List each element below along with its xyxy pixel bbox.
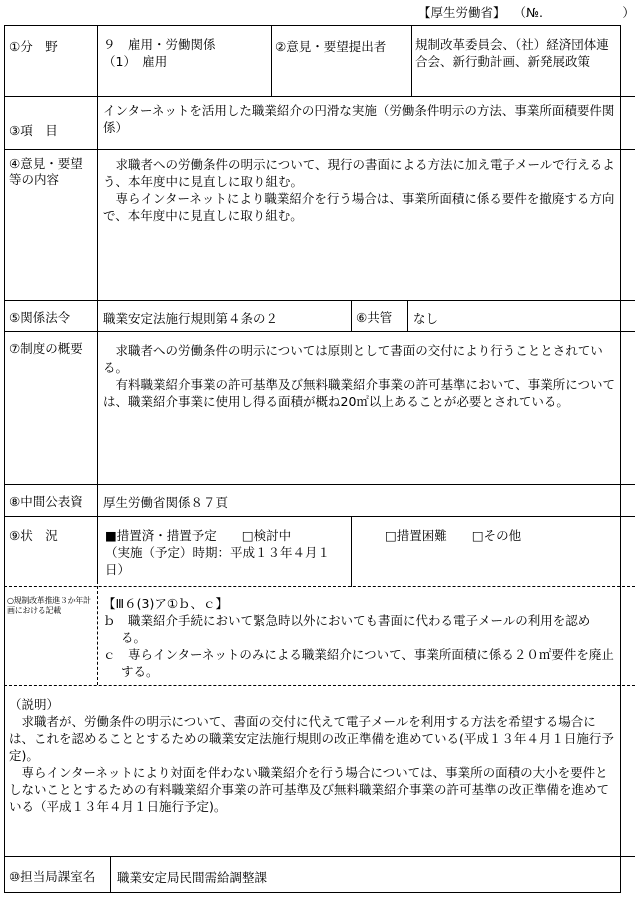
interim-value: 厚生労働省関係８７頁 [103, 495, 229, 510]
row-divider [4, 516, 635, 517]
field-label-office: ⑩担当局課室名 [9, 869, 96, 884]
status-left [102, 524, 352, 581]
field-label-laws: ⑤関係法令 [9, 310, 71, 325]
row-divider [4, 149, 635, 150]
plan-content [98, 592, 620, 683]
field-label-joint: ⑥共管 [356, 310, 393, 325]
row-divider [4, 96, 635, 97]
ministry-label: 【厚生労働省】 [418, 5, 506, 20]
status-options-row [105, 527, 347, 544]
overview-content [98, 339, 620, 413]
item-value: インターネットを活用した職業紹介の円滑な実施（労働条件明示の方法、事業所面積要件関係） [103, 103, 615, 135]
explanation-paragraph: 専らインターネットにより対面を伴わない職業紹介を行う場合については、事業所の面積の大小を要件としないこととするための有料職業紹介事業の許可基準及び無料職業紹介事業の許可基準の改正準備を進めている（平成１３年４月１日施行予定)。 [9, 765, 610, 814]
number-label: （№. [513, 5, 543, 20]
overview-paragraph: 求職者への労働条件の明示については原則として書面の交付により行うこととされている。 [103, 343, 603, 375]
overview-paragraph: 有料職業紹介事業の許可基準及び無料職業紹介事業の許可基準において、事業所については、職業紹介事業に使用し得る面積が概ね20㎡以上あることが必要とされている。 [103, 377, 616, 409]
request-paragraph: 求職者への労働条件の明示について、現行の書面による方法に加え電子メールで行えるよう、本年度中に見直しに取り組む。 [103, 157, 615, 189]
field-label-overview: ⑦制度の概要 [9, 341, 83, 356]
submitter-value: 規制改革委員会、（社）経済団体連合会、新行動計画、新発展政策 [415, 37, 609, 69]
status-timing: （実施（予定）時期：平成１３年４月１日） [105, 545, 331, 577]
document-header [418, 3, 635, 21]
plan-ref: 【Ⅲ６(3)ア①ｂ、ｃ】 [103, 596, 229, 611]
status-option-reviewing[interactable]: □検討中 [241, 528, 292, 543]
field-label-request: ④意見・要望等の内容 [9, 156, 83, 187]
row-divider [4, 685, 635, 686]
category-value [98, 33, 271, 73]
status-right [380, 524, 620, 547]
status-option-difficult[interactable]: □措置困難 [385, 528, 447, 543]
request-content [98, 153, 620, 227]
status-option-other[interactable]: □その他 [471, 528, 522, 543]
plan-item-b: ｂ 職業紹介手続において緊急時以外においても書面に代わる電子メールの利用を認める。 [103, 613, 591, 645]
field-label-plan: ○規制改革推進３か年計画における記載 [7, 596, 91, 615]
category-line: （1） 雇用 [103, 54, 168, 69]
number-close: ） [622, 5, 635, 20]
explanation-paragraph: 求職者が、労働条件の明示について、書面の交付に代えて電子メールを利用する方法を希望する場合には、これを認めることとするための職業安定法施行規則の改正準備を進めている(平成１３年４月１日施行予定)。 [9, 714, 614, 763]
explanation-content [5, 693, 620, 818]
field-label-item: ③項 目 [9, 123, 58, 138]
request-paragraph: 専らインターネットにより職業紹介を行う場合は、事業所面積に係る要件を撤廃する方向で、本年度中に見直しに取り組む。 [103, 191, 615, 223]
status-option-done[interactable]: ■措置済・措置予定 [105, 528, 217, 543]
row-divider [4, 586, 635, 587]
explanation-label: （説明） [9, 697, 60, 712]
row-divider [4, 856, 635, 857]
joint-value: なし [413, 311, 439, 326]
field-label-interim: ⑧中間公表資 [9, 494, 83, 509]
row-divider [4, 484, 635, 485]
field-label-status: ⑨状 況 [9, 528, 58, 543]
laws-value: 職業安定法施行規則第４条の２ [103, 311, 279, 326]
plan-item-c: ｃ 専らインターネットのみによる職業紹介について、事業所面積に係る２０㎡要件を廃止する。 [103, 647, 614, 679]
field-label-submitter: ②意見・要望提出者 [275, 39, 387, 54]
row-divider [4, 331, 635, 332]
category-line: ９ 雇用・労働関係 [103, 37, 216, 52]
row-divider [4, 300, 635, 301]
office-value: 職業安定局民間需給調整課 [117, 870, 268, 885]
field-label-category: ①分 野 [9, 39, 58, 54]
